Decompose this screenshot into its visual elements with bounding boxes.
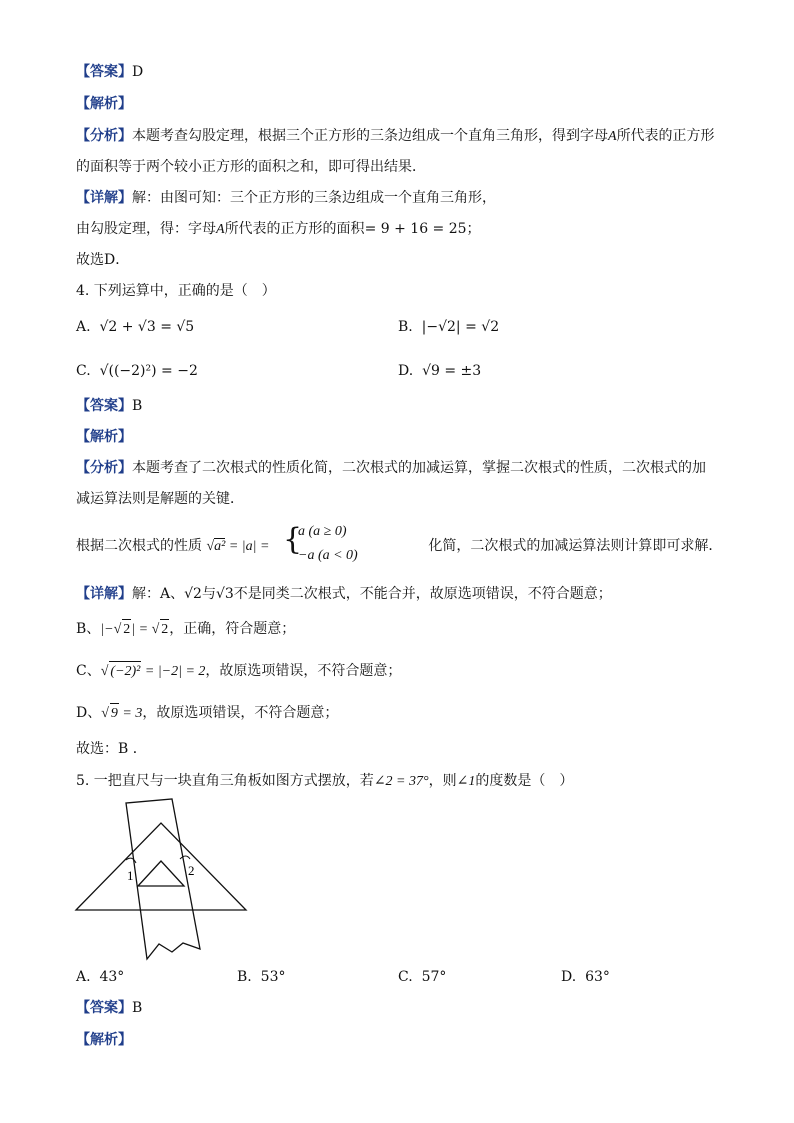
large-triangle [76, 823, 246, 910]
q3-detail-line1: 【详解】解：由图可知：三个正方形的三条边组成一个直角三角形， [76, 190, 496, 206]
answer-tag: 【答案】 [76, 64, 132, 80]
q5-option-b: B. 53° [237, 969, 286, 985]
q4-detail-c: C、√ (−2)² = |−2| = 2，故原选项错误，不符合题意； [76, 661, 401, 682]
q3-conclusion: 故选D． [76, 252, 130, 268]
q4-detail-b: B、|−√ 2| = √ 2，正确，符合题意； [76, 619, 295, 640]
q3-detail-line2: 由勾股定理，得：字母A所代表的正方形的面积= 9 + 16 = 25； [76, 221, 481, 237]
q3-analysis-tag: 【解析】 [76, 96, 132, 112]
q4-fenxi-line1: 【分析】本题考查了二次根式的性质化简，二次根式的加减运算，掌握二次根式的性质，二次根式的加 [76, 460, 706, 476]
q4-option-c: C. √((−2)²) = −2 [76, 363, 198, 379]
q5-option-a: A. 43° [76, 969, 125, 985]
q4-detail-d: D、√ 9 = 3，故原选项错误，不符合题意； [76, 703, 338, 724]
sqrt-a-squared: √a² = |a| = [206, 539, 270, 554]
q3-fenxi-line1: 【分析】本题考查勾股定理，根据三个正方形的三条边组成一个直角三角形，得到字母A所代表的正方形 [76, 128, 715, 144]
answer-value: D [132, 64, 144, 80]
q5-analysis-tag: 【解析】 [76, 1032, 132, 1048]
q4-option-a: A. √2 + √3 = √5 [76, 319, 195, 335]
q5-answer-line: 【答案】B [76, 1000, 143, 1016]
q4-answer-line: 【答案】B [76, 398, 143, 414]
q4-fenxi-line2: 减运算法则是解题的关键． [76, 491, 244, 507]
detail-d-formula: √ 9 = 3 [101, 706, 142, 721]
detail-c-formula: √ (−2)² = |−2| = 2 [101, 664, 206, 679]
angle-label-1: 1 [127, 868, 134, 883]
small-triangle [138, 861, 184, 886]
angle-label-2: 2 [188, 863, 195, 878]
ruler [126, 799, 200, 959]
q4-option-b: B. |−√2| = √2 [398, 319, 500, 335]
q4-stem: 4. 下列运算中，正确的是（ ） [76, 283, 276, 299]
q3-answer-line [76, 62, 143, 82]
q5-option-d: D. 63° [561, 969, 610, 985]
ruler-triangle-figure [74, 797, 254, 967]
piecewise-case-2: −a (a < 0) [298, 548, 358, 563]
q4-option-d: D. √9 = ±3 [398, 363, 482, 379]
q5-option-c: C. 57° [398, 969, 447, 985]
q3-fenxi-line2: 的面积等于两个较小正方形的面积之和，即可得出结果． [76, 159, 426, 175]
piecewise-brace: { [283, 522, 303, 557]
q4-conclusion: 故选：B ． [76, 741, 147, 757]
q4-analysis-tag: 【解析】 [76, 429, 132, 445]
q5-stem: 5. 一把直尺与一块直角三角板如图方式摆放，若∠2 = 37°，则∠1的度数是（ ） [76, 773, 574, 789]
q4-detail-a: 【详解】解：A、√2与√3不是同类二次根式，不能合并，故原选项错误，不符合题意； [76, 586, 612, 602]
detail-b-formula: |−√ 2| = √ 2 [100, 622, 169, 637]
angle-2-arc [180, 856, 190, 859]
piecewise-case-1: a (a ≥ 0) [298, 524, 347, 539]
q4-property-line: 根据二次根式的性质 √a² = |a| = 化简，二次根式的加减运算法则计算即可求解． [76, 538, 723, 554]
